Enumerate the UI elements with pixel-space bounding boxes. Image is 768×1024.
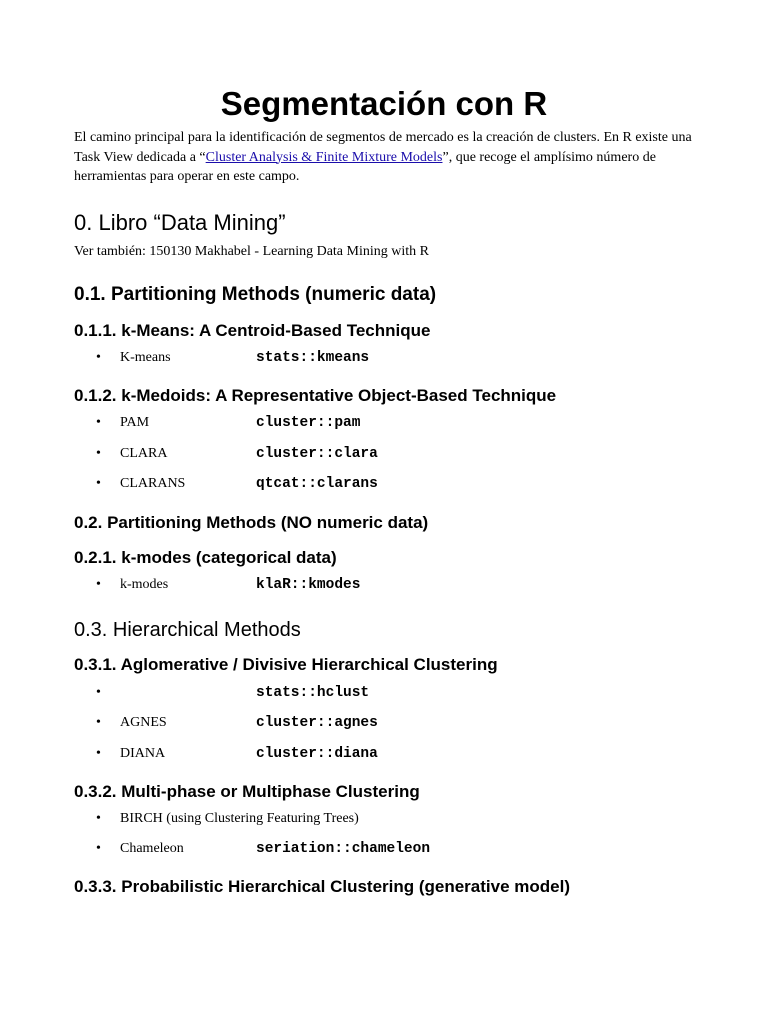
method-name: DIANA — [120, 746, 166, 761]
list-item — [74, 575, 694, 595]
method-name: K-means — [120, 350, 171, 365]
list-item — [74, 744, 694, 764]
section-0-1-heading: 0.1. Partitioning Methods (numeric data) — [74, 284, 437, 305]
section-0-heading: 0. Libro “Data Mining” — [74, 210, 286, 235]
page-title: Segmentación con R — [220, 85, 548, 122]
method-name: CLARANS — [120, 476, 186, 491]
list-item — [74, 683, 694, 703]
bullet-icon: • — [96, 685, 101, 700]
method-name: Chameleon — [120, 841, 184, 856]
bullet-icon: • — [96, 350, 101, 365]
r-function: stats::kmeans — [256, 350, 370, 366]
r-function: cluster::pam — [256, 415, 361, 431]
method-name: k-modes — [120, 577, 169, 592]
bullet-icon: • — [96, 476, 101, 491]
method-name: BIRCH (using Clustering Featuring Trees) — [120, 811, 359, 826]
see-also-text: Ver también: 150130 Makhabel - Learning Data Mining with R — [74, 244, 429, 259]
r-function: cluster::clara — [256, 446, 378, 462]
r-function: cluster::diana — [256, 746, 378, 762]
section-0-3-1-heading: 0.3.1. Aglomerative / Divisive Hierarchical Clustering — [74, 655, 498, 674]
section-0-1-2-heading: 0.1.2. k-Medoids: A Representative Object-Based Technique — [74, 386, 557, 405]
list-item — [74, 474, 694, 494]
section-0-2-heading: 0.2. Partitioning Methods (NO numeric data) — [74, 513, 429, 532]
list-item — [74, 444, 694, 464]
bullet-icon: • — [96, 446, 101, 461]
bullet-icon: • — [96, 746, 101, 761]
intro-text-start: El camino principal para la identificación de segmentos de mercado es la creación de clusters. En R existe una Task View dedicada a “ — [74, 130, 692, 165]
r-function: stats::hclust — [256, 685, 370, 701]
section-0-3-3-heading: 0.3.3. Probabilistic Hierarchical Clustering (generative model) — [74, 877, 570, 896]
intro-text-end: ”, que recoge el amplísimo número de herramientas para operar en este campo. — [74, 149, 656, 184]
list-item — [74, 348, 694, 368]
bullet-icon: • — [96, 415, 101, 430]
section-0-1-1-heading: 0.1.1. k-Means: A Centroid-Based Technique — [74, 321, 431, 340]
intro-paragraph — [74, 128, 696, 187]
r-function: cluster::agnes — [256, 715, 378, 731]
bullet-icon: • — [96, 577, 101, 592]
r-function: seriation::chameleon — [256, 841, 431, 857]
list-item — [74, 413, 694, 433]
method-name: AGNES — [120, 715, 167, 730]
bullet-icon: • — [96, 841, 101, 856]
task-view-link[interactable]: Cluster Analysis & Finite Mixture Models — [205, 149, 443, 165]
r-function: klaR::kmodes — [256, 577, 361, 593]
bullet-icon: • — [96, 811, 101, 826]
bullet-icon: • — [96, 715, 101, 730]
method-name: CLARA — [120, 446, 168, 461]
list-item — [74, 713, 694, 733]
r-function: qtcat::clarans — [256, 476, 378, 492]
section-0-3-2-heading: 0.3.2. Multi-phase or Multiphase Clustering — [74, 782, 420, 801]
list-item — [74, 809, 694, 829]
section-0-3-heading: 0.3. Hierarchical Methods — [74, 619, 301, 641]
method-name: PAM — [120, 415, 150, 430]
list-item — [74, 839, 694, 859]
section-0-2-1-heading: 0.2.1. k-modes (categorical data) — [74, 548, 337, 567]
